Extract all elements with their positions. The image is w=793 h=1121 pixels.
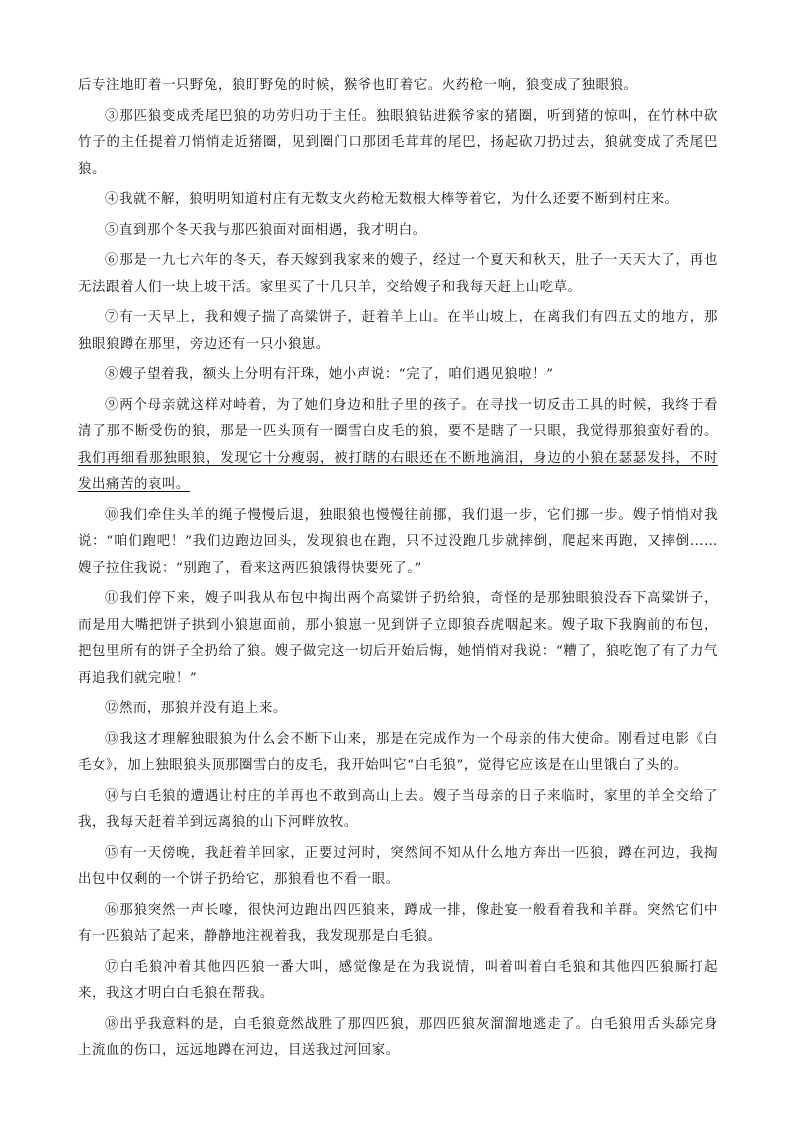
paragraph-10: ⑩我们牵住头羊的绳子慢慢后退，独眼狼也慢慢往前挪，我们退一步，它们挪一步。嫂子悄悄对我说：“咱们跑吧！”我们边跑边回头，发现狼也在跑，只不过没跑几步就摔倒，爬起来再跑，又摔倒……嫂子拉住我说：“别跑了，看来这两匹狼饿得快要死了。” (78, 507, 718, 576)
paragraph-3: ③那匹狼变成秃尾巴狼的功劳归功于主任。独眼狼钻进猴爷家的猪圈，听到猪的惊叫，在竹林中砍竹子的主任提着刀悄悄走近猪圈，见到圈门口那团毛茸茸的尾巴，扬起砍刀扔过去，狼就变成了秃尾巴狼。 (78, 108, 718, 177)
underlined-sentence: 我们再细看那独眼狼，发现它十分瘦弱，被打瞎的右眼还在不断地滴泪，身边的小狼在瑟瑟发抖，不时发出痛苦的哀叫。 (78, 450, 718, 492)
paragraph-5: ⑤直到那个冬天我与那匹狼面对面相遇，我才明白。 (105, 222, 427, 238)
article-body (78, 73, 718, 1069)
paragraph-9-text: ⑨两个母亲就这样对峙着，为了她们身边和肚子里的孩子。在寻找一切反击工具的时候，我终于看清了那不断受伤的狼，那是一匹头顶有一圈雪白皮毛的狼，要不是瞎了一只眼，我觉得那狼蛮好看的。 (78, 397, 718, 439)
paragraph-16: ⑯那狼突然一声长嚎，很快河边跑出四匹狼来，蹲成一排，像赴宴一般看着我和羊群。突然它们中有一匹狼站了起来，静静地注视着我，我发现那是白毛狼。 (78, 902, 718, 944)
paragraph-7: ⑦有一天早上，我和嫂子揣了高粱饼子，赶着羊上山。在半山坡上，在离我们有四五丈的地方，那独眼狼蹲在那里，旁边还有一只小狼崽。 (78, 310, 718, 352)
paragraph-8: ⑧嫂子望着我，额头上分明有汗珠，她小声说：“完了，咱们遇见狼啦！” (105, 367, 554, 382)
paragraph-6: ⑥那是一九七六年的冬天，春天嫁到我家来的嫂子，经过一个夏天和秋天，肚子一天天大了，再也无法跟着人们一块上坡干活。家里买了十几只羊，交给嫂子和我每天赶上山吃草。 (78, 253, 718, 295)
paragraph-14: ⑭与白毛狼的遭遇让村庄的羊再也不敢到高山上去。嫂子当母亲的日子来临时，家里的羊全交给了我，我每天赶着羊到远离狼的山下河畔放牧。 (78, 788, 718, 830)
paragraph-4: ④我就不解，狼明明知道村庄有无数支火药枪无数根大棒等着它，为什么还要不断到村庄来。 (105, 192, 679, 207)
paragraph-9 (78, 393, 718, 499)
paragraph-11: ⑪我们停下来，嫂子叫我从布包中掏出两个高粱饼子扔给狼，奇怪的是那独眼狼没吞下高粱饼子，而是用大嘴把饼子拱到小狼崽面前，那小狼崽一见到饼子立即狼吞虎咽起来。嫂子取下我胸前的布包，把包里所有的饼子全扔给了狼。嫂子做完这一切后开始后悔，她悄悄对我说：“糟了，狼吃饱了有了力气再追我们就完啦！” (78, 591, 718, 686)
paragraph-continued: 后专注地盯着一只野兔，狼盯野兔的时候，猴爷也盯着它。火药枪一响，狼变成了独眼狼。 (78, 78, 638, 93)
paragraph-17: ⑰白毛狼冲着其他四匹狼一番大叫，感觉像是在为我说情，叫着叫着白毛狼和其他四匹狼厮打起来，我这才明白白毛狼在帮我。 (78, 959, 718, 1001)
paragraph-18: ⑱出乎我意料的是，白毛狼竟然战胜了那四匹狼，那四匹狼灰溜溜地逃走了。白毛狼用舌头舔完身上流血的伤口，远远地蹲在河边，目送我过河回家。 (78, 1016, 718, 1058)
paragraph-12: ⑫然而，那狼并没有追上来。 (105, 701, 287, 716)
paragraph-15: ⑮有一天傍晚，我赶着羊回家，正要过河时，突然间不知从什么地方奔出一匹狼，蹲在河边，我掏出包中仅剩的一个饼子扔给它，那狼看也不看一眼。 (78, 845, 718, 887)
paragraph-13: ⑬我这才理解独眼狼为什么会不断下山来，那是在完成作为一个母亲的伟大使命。刚看过电影《白毛女》，加上独眼狼头顶那圈雪白的皮毛，我开始叫它“白毛狼”，觉得它应该是在山里饿白了头的。 (78, 731, 718, 773)
